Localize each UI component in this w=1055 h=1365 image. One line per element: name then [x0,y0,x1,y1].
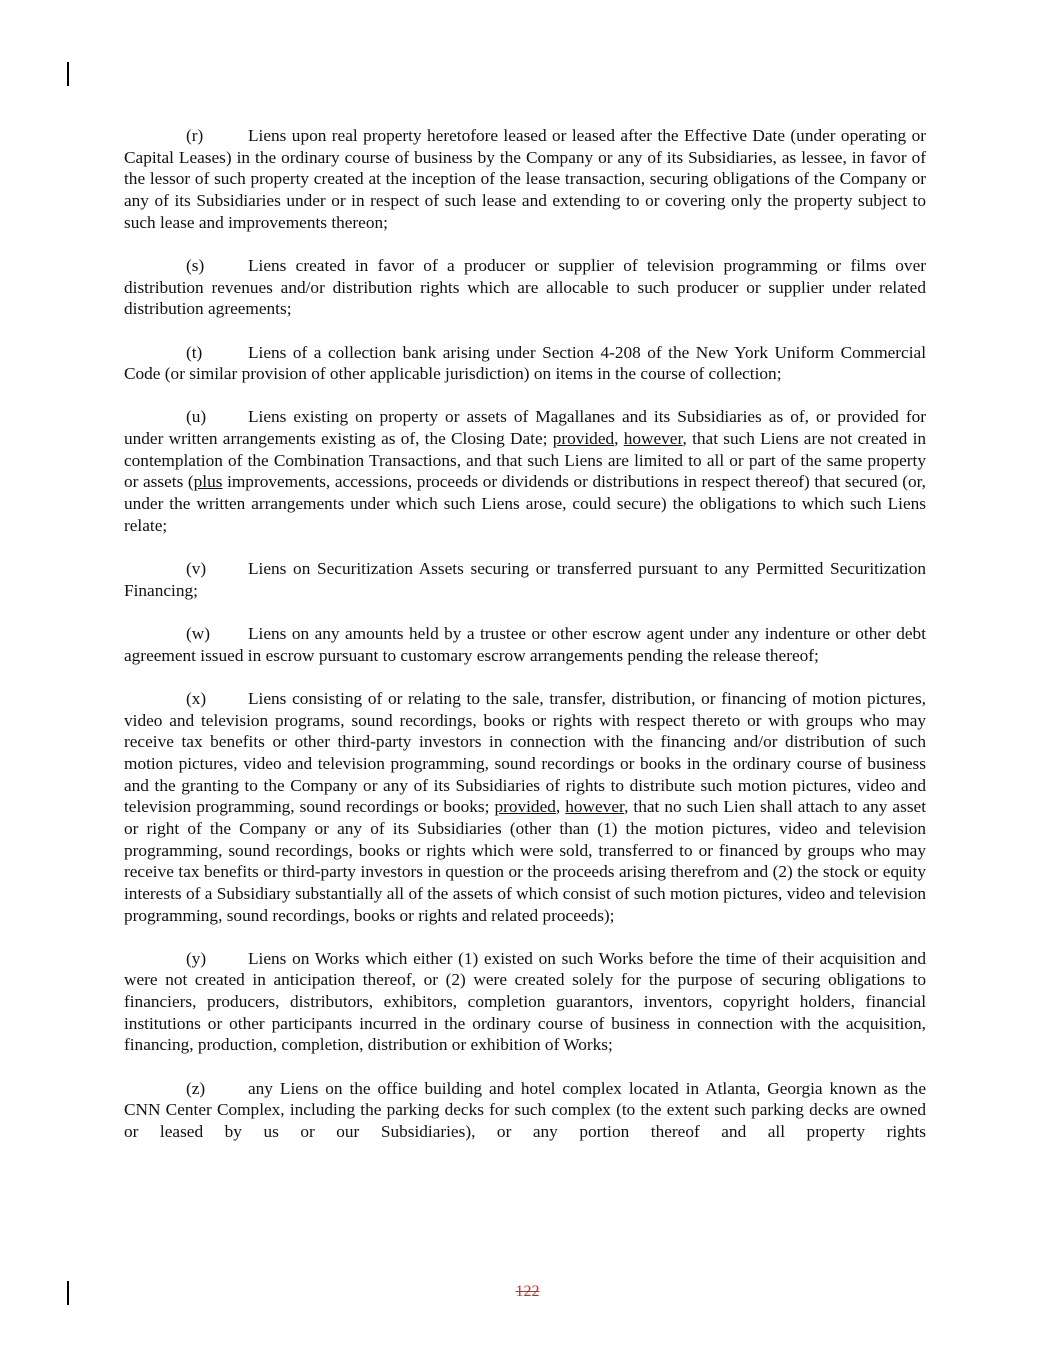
clause-r [124,125,926,233]
clause-text: improvements, accessions, proceeds or dividends or distributions in respect thereof) that secured (or, under the written arrangements under which such Liens arose, could secure) the obligations to which such Liens relate; [124,472,926,535]
underlined-however: however [565,797,625,817]
clause-v [124,558,926,601]
clause-label: (z) [186,1078,206,1098]
clause-label: (r) [186,126,204,145]
clause-label: (t) [186,342,203,362]
clause-z [124,1078,926,1143]
clause-y [124,948,926,1056]
clause-label: (x) [186,688,207,708]
clause-label: (s) [186,255,205,275]
change-bar-top [67,62,69,86]
clause-text: Liens existing on property or assets of Magallanes and its Subsidiaries as of, or provided for under written arrangements existing as of, the Closing Date; [124,407,926,449]
clause-text: , [555,797,566,817]
clause-label: (v) [186,559,207,579]
clause-text: Liens on Works which either (1) existed on such Works before the time of their acquisition and were not created in anticipation thereof, or (2) were created solely for the purpose of securing obligations to financiers, producers, distributors, exhibitors, completion guarantors, inventors, copyright holders, financial institutions or other participants incurred in the ordinary course of business in connection with the acquisition, financing, production, completion, distribution or exhibition of Works; [124,948,926,1055]
clause-w [124,623,926,666]
clause-text: Liens consisting of or relating to the sale, transfer, distribution, or financing of motion pictures, video and television programs, sound recordings, books or rights with respect thereto or with groups who may receive tax benefits or other third-party investors in connection with the financing and/or distribution of such motion pictures, video and television programming, sound recordings or books in the ordinary course of business and the granting to the Company or any of its Subsidiaries of rights to distribute such motion pictures, video and television programming, sound recordings or books; [124,688,926,817]
clause-text: Liens created in favor of a producer or supplier of television programming or films over distribution revenues and/or distribution rights which are allocable to such producer or supplier under related distribution agreements; [124,255,926,319]
clause-text: , that no such Lien shall attach to any asset or right of the Company or any of its Subsidiaries (other than (1) the motion pictures, video and television programming, sound recordings, books or rights which were sold, transferred to or financed by groups who may receive tax benefits or third-party investors in question or the proceeds arising therefrom and (2) the stock or equity interests of a Subsidiary substantially all of the assets of which consist of such motion pictures, video and television programming, sound recordings, books or rights and related proceeds); [124,797,927,925]
underlined-provided: provided [552,429,615,449]
clause-text: Liens upon real property heretofore leased or leased after the Effective Date (under operating or Capital Leases) in the ordinary course of business by the Company or any of its Subsidiaries, as lessee, in favor of the lessor of such property created at the inception of the lease transaction, securing obligations of the Company or any of its Subsidiaries under or in respect of such lease and extending to or covering only the property subject to such lease and improvements thereon; [124,126,926,232]
clause-s [124,255,926,320]
underlined-plus: plus [193,472,223,492]
clause-text: Liens of a collection bank arising under Section 4-208 of the New York Uniform Commercial Code (or similar provision of other applicable jurisdiction) on items in the course of collection; [124,342,926,384]
clause-label: (w) [186,624,210,644]
clause-u [124,406,926,536]
clause-text: , that such Liens are not created in contemplation of the Combination Transactions, and that such Liens are limited to all or part of the same property or assets ( [124,429,927,492]
page-number: 122 [515,1283,540,1300]
document-body [124,125,926,1164]
underlined-however: however [623,429,683,449]
clause-label: (u) [186,407,207,427]
clause-text: , [614,429,624,449]
clause-t [124,342,926,385]
clause-label: (y) [186,948,207,968]
underlined-provided: provided [494,797,556,817]
clause-text: any Liens on the office building and hotel complex located in Atlanta, Georgia known as the CNN Center Complex, including the parking decks for such complex (to the extent such parking decks are owned or leased by us or our Subsidiaries), or any portion thereof and all property rights [124,1078,926,1142]
clause-text: Liens on any amounts held by a trustee or other escrow agent under any indenture or other debt agreement issued in escrow pursuant to customary escrow arrangements pending the release thereof; [124,624,926,665]
clause-x [124,688,926,926]
clause-text: Liens on Securitization Assets securing or transferred pursuant to any Permitted Securitization Financing; [124,559,926,600]
